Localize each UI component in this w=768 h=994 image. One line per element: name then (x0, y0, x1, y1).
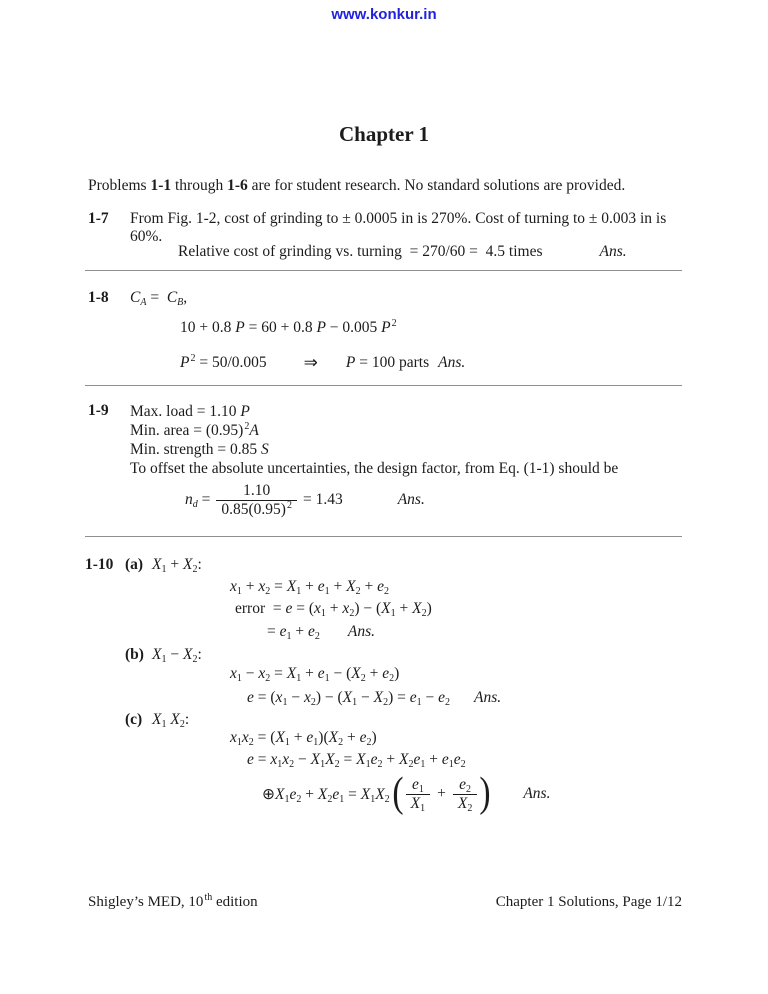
fraction-denominator: $0.85(0.95)^2$ (216, 500, 297, 518)
part-c-eq1: $x_1x_2 = (X_1 + e_1)(X_2 + e_2)$ (230, 729, 377, 748)
plus-sign: + (437, 785, 446, 802)
problem-1-9-label: 1-9 (88, 402, 109, 419)
problem-1-7-line2: 60%. (130, 228, 163, 245)
fraction (406, 776, 430, 812)
footer-edition: Shigley’s MED, 10th edition (88, 892, 258, 910)
fraction-denominator: $X_2$ (453, 794, 477, 812)
intro-paragraph: Problems 1-1 through 1-6 are for student research. No standard solutions are provided. (88, 177, 626, 194)
answer-label: Ans. (474, 689, 502, 706)
fraction (216, 482, 297, 518)
problem-1-7-body (130, 210, 690, 246)
answer-label: Ans. (599, 243, 627, 260)
part-b-tag: (b) (125, 646, 144, 663)
problem-1-8-label: 1-8 (88, 289, 109, 306)
part-c-title: $X_1$ $X_2$: (152, 711, 190, 730)
formula-rhs: = 1.43 (302, 491, 343, 508)
problem-1-9-formula (185, 474, 425, 526)
divider (85, 270, 682, 271)
problem-1-8-eq2-row (180, 353, 465, 373)
answer-label: Ans. (397, 491, 425, 508)
problem-1-10-label: 1-10 (85, 556, 114, 573)
part-b-eq2-row (247, 689, 501, 707)
problem-1-7-result: Relative cost of grinding vs. turning = 270/60 = 4.5 times (178, 243, 543, 260)
right-paren: ) (479, 770, 491, 817)
formula-lhs: $n_d$ = (185, 491, 211, 510)
part-c-eq2: $e = x_1x_2 - X_1X_2 = X_1e_2 + X_2e_1 + e_1e_2$ (247, 751, 466, 770)
answer-label: Ans. (438, 354, 466, 371)
problem-1-9-line4: To offset the absolute uncertainties, the design factor, from Eq. (1-1) should be (130, 460, 619, 477)
part-a-eq3-row (267, 623, 375, 641)
part-b-eq2: $e = (x_1 - x_2) - (X_1 - X_2) = e_1 - e_2$ (247, 689, 451, 708)
fraction-numerator: 1.10 (243, 482, 271, 500)
part-a-eq3: = $e_1 + e_2$ (267, 623, 320, 642)
part-c-eq3-row (262, 768, 550, 820)
problem-1-9-line3: Min. strength = 0.85 S (130, 441, 269, 458)
answer-label: Ans. (347, 623, 376, 640)
chapter-title: Chapter 1 (338, 122, 430, 146)
footer-page-number: Chapter 1 Solutions, Page 1/12 (495, 894, 682, 910)
fraction (453, 776, 477, 812)
problem-1-9-line2: Min. area = $(0.95)^2A$ (130, 421, 259, 439)
problem-1-8-eq1: 10 + 0.8 P = 60 + 0.8 P − 0.005 $P^2$ (180, 318, 397, 336)
part-a-title: $X_1 + X_2$: (152, 556, 202, 575)
problem-1-7-label: 1-7 (88, 210, 109, 227)
part-b-title: $X_1 - X_2$: (152, 646, 202, 665)
problem-1-8-eq2-left: $P^2 = 50/0.005$ (180, 353, 267, 371)
left-paren: ( (392, 770, 404, 817)
divider (85, 385, 682, 386)
part-c-eq3-lhs: $\oplus X_1e_2 + X_2e_1 = X_1X_2$ (262, 785, 390, 805)
part-a-eq2: error = $e = (x_1 + x_2) - (X_1 + X_2)$ (235, 600, 432, 619)
answer-label: Ans. (523, 785, 551, 802)
fraction-denominator: $X_1$ (406, 794, 430, 812)
problem-1-9-body (130, 402, 690, 478)
fraction-numerator: $e_1$ (411, 776, 424, 796)
konkur-link[interactable]: www.konkur.in (331, 6, 437, 23)
part-a-eq1: $x_1 + x_2 = X_1 + e_1 + X_2 + e_2$ (230, 578, 389, 597)
problem-1-7-result-row (178, 243, 627, 261)
implies-arrow: ⇒ (303, 353, 318, 372)
fraction-numerator: $e_2$ (459, 776, 472, 796)
part-a-tag: (a) (125, 556, 144, 573)
part-c-tag: (c) (125, 711, 143, 728)
problem-1-9-line1: Max. load = 1.10 P (130, 403, 250, 420)
part-b-eq1: $x_1 - x_2 = X_1 + e_1 - (X_2 + e_2)$ (230, 665, 400, 684)
problem-1-8-given: $C_A = C_B$, (130, 289, 188, 308)
divider (85, 536, 682, 537)
problem-1-8-eq2-right: P = 100 parts (345, 354, 430, 371)
problem-1-7-line1: From Fig. 1-2, cost of grinding to ± 0.0005 in is 270%. Cost of turning to ± 0.003 in is (130, 210, 667, 227)
